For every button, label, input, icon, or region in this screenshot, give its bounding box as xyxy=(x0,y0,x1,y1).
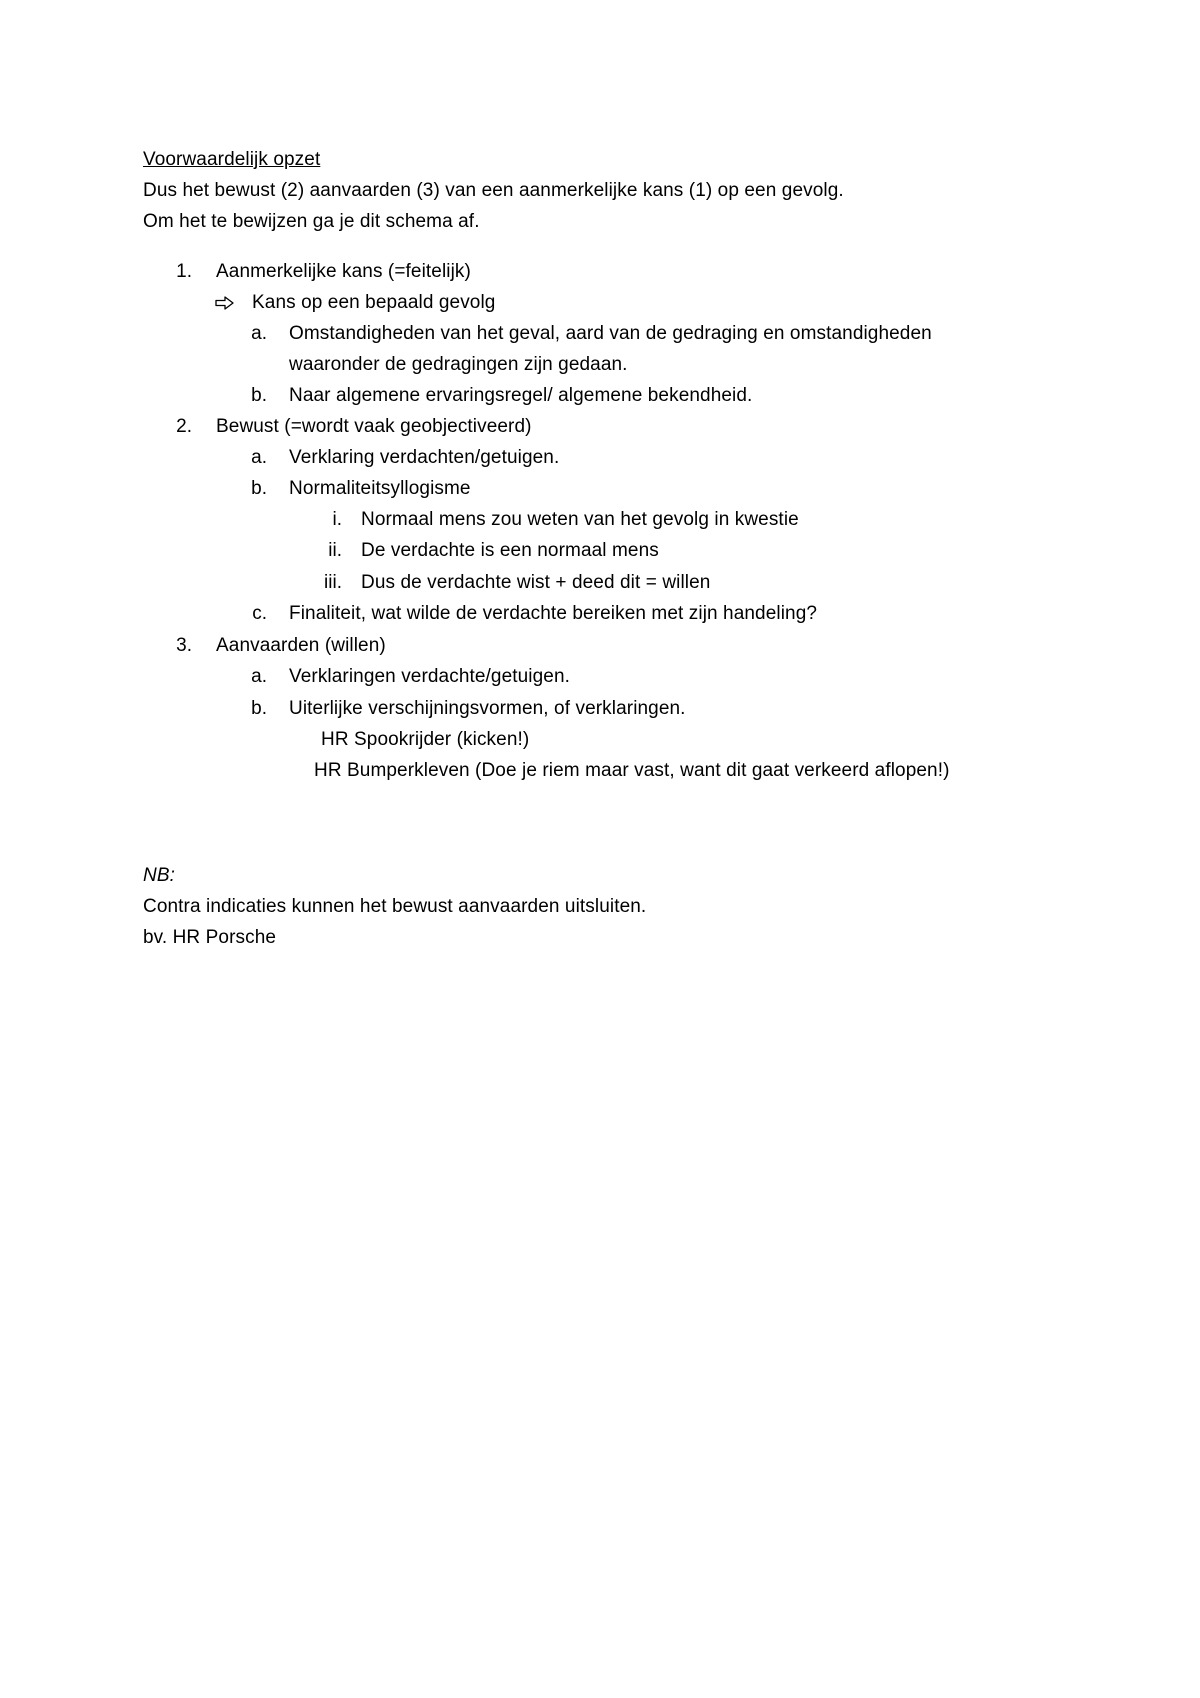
sublist-item: Naar algemene ervaringsregel/ algemene bekendheid. xyxy=(289,385,753,406)
list-item: Bewust (=wordt vaak geobjectiveerd) xyxy=(216,416,532,437)
list-marker: 1. xyxy=(176,261,192,282)
sublist-item: Omstandigheden van het geval, aard van de gedraging en omstandigheden xyxy=(289,323,932,344)
sublist-marker: a. xyxy=(251,666,267,687)
roman-item: Normaal mens zou weten van het gevolg in kwestie xyxy=(361,509,799,530)
intro-line-2: Om het te bewijzen ga je dit schema af. xyxy=(143,211,480,232)
sublist-marker: a. xyxy=(251,323,267,344)
sublist-marker: b. xyxy=(251,385,267,406)
nb-line-2: bv. HR Porsche xyxy=(143,927,277,948)
nb-label: NB: xyxy=(143,865,175,886)
intro-line-1: Dus het bewust (2) aanvaarden (3) van een aanmerkelijke kans (1) op een gevolg. xyxy=(143,180,844,201)
roman-item: De verdachte is een normaal mens xyxy=(361,540,659,561)
list-item: Aanmerkelijke kans (=feitelijk) xyxy=(216,261,471,282)
case-reference: HR Spookrijder (kicken!) xyxy=(321,729,530,750)
sublist-marker: c. xyxy=(252,603,267,624)
sublist-item: Normaliteitsyllogisme xyxy=(289,478,471,499)
roman-marker: i. xyxy=(332,509,342,530)
roman-marker: ii. xyxy=(328,540,342,561)
roman-item: Dus de verdachte wist + deed dit = willen xyxy=(361,572,711,593)
document-title: Voorwaardelijk opzet xyxy=(143,149,321,170)
list-marker: 3. xyxy=(176,635,192,656)
list-marker: 2. xyxy=(176,416,192,437)
sublist-item: Finaliteit, wat wilde de verdachte bereiken met zijn handeling? xyxy=(289,603,818,624)
sublist-marker: b. xyxy=(251,698,267,719)
sublist-item: Verklaring verdachten/getuigen. xyxy=(289,447,560,468)
sublist-item: Verklaringen verdachte/getuigen. xyxy=(289,666,571,687)
sublist-marker: b. xyxy=(251,478,267,499)
sublist-item-continuation: waaronder de gedragingen zijn gedaan. xyxy=(289,354,628,375)
roman-marker: iii. xyxy=(324,572,342,593)
arrow-item-text: Kans op een bepaald gevolg xyxy=(252,292,496,313)
case-reference: HR Bumperkleven (Doe je riem maar vast, want dit gaat verkeerd aflopen!) xyxy=(314,760,950,781)
sublist-marker: a. xyxy=(251,447,267,468)
nb-line-1: Contra indicaties kunnen het bewust aanvaarden uitsluiten. xyxy=(143,896,647,917)
sublist-item: Uiterlijke verschijningsvormen, of verklaringen. xyxy=(289,698,686,719)
list-item: Aanvaarden (willen) xyxy=(216,635,386,656)
arrow-right-icon xyxy=(215,296,235,310)
